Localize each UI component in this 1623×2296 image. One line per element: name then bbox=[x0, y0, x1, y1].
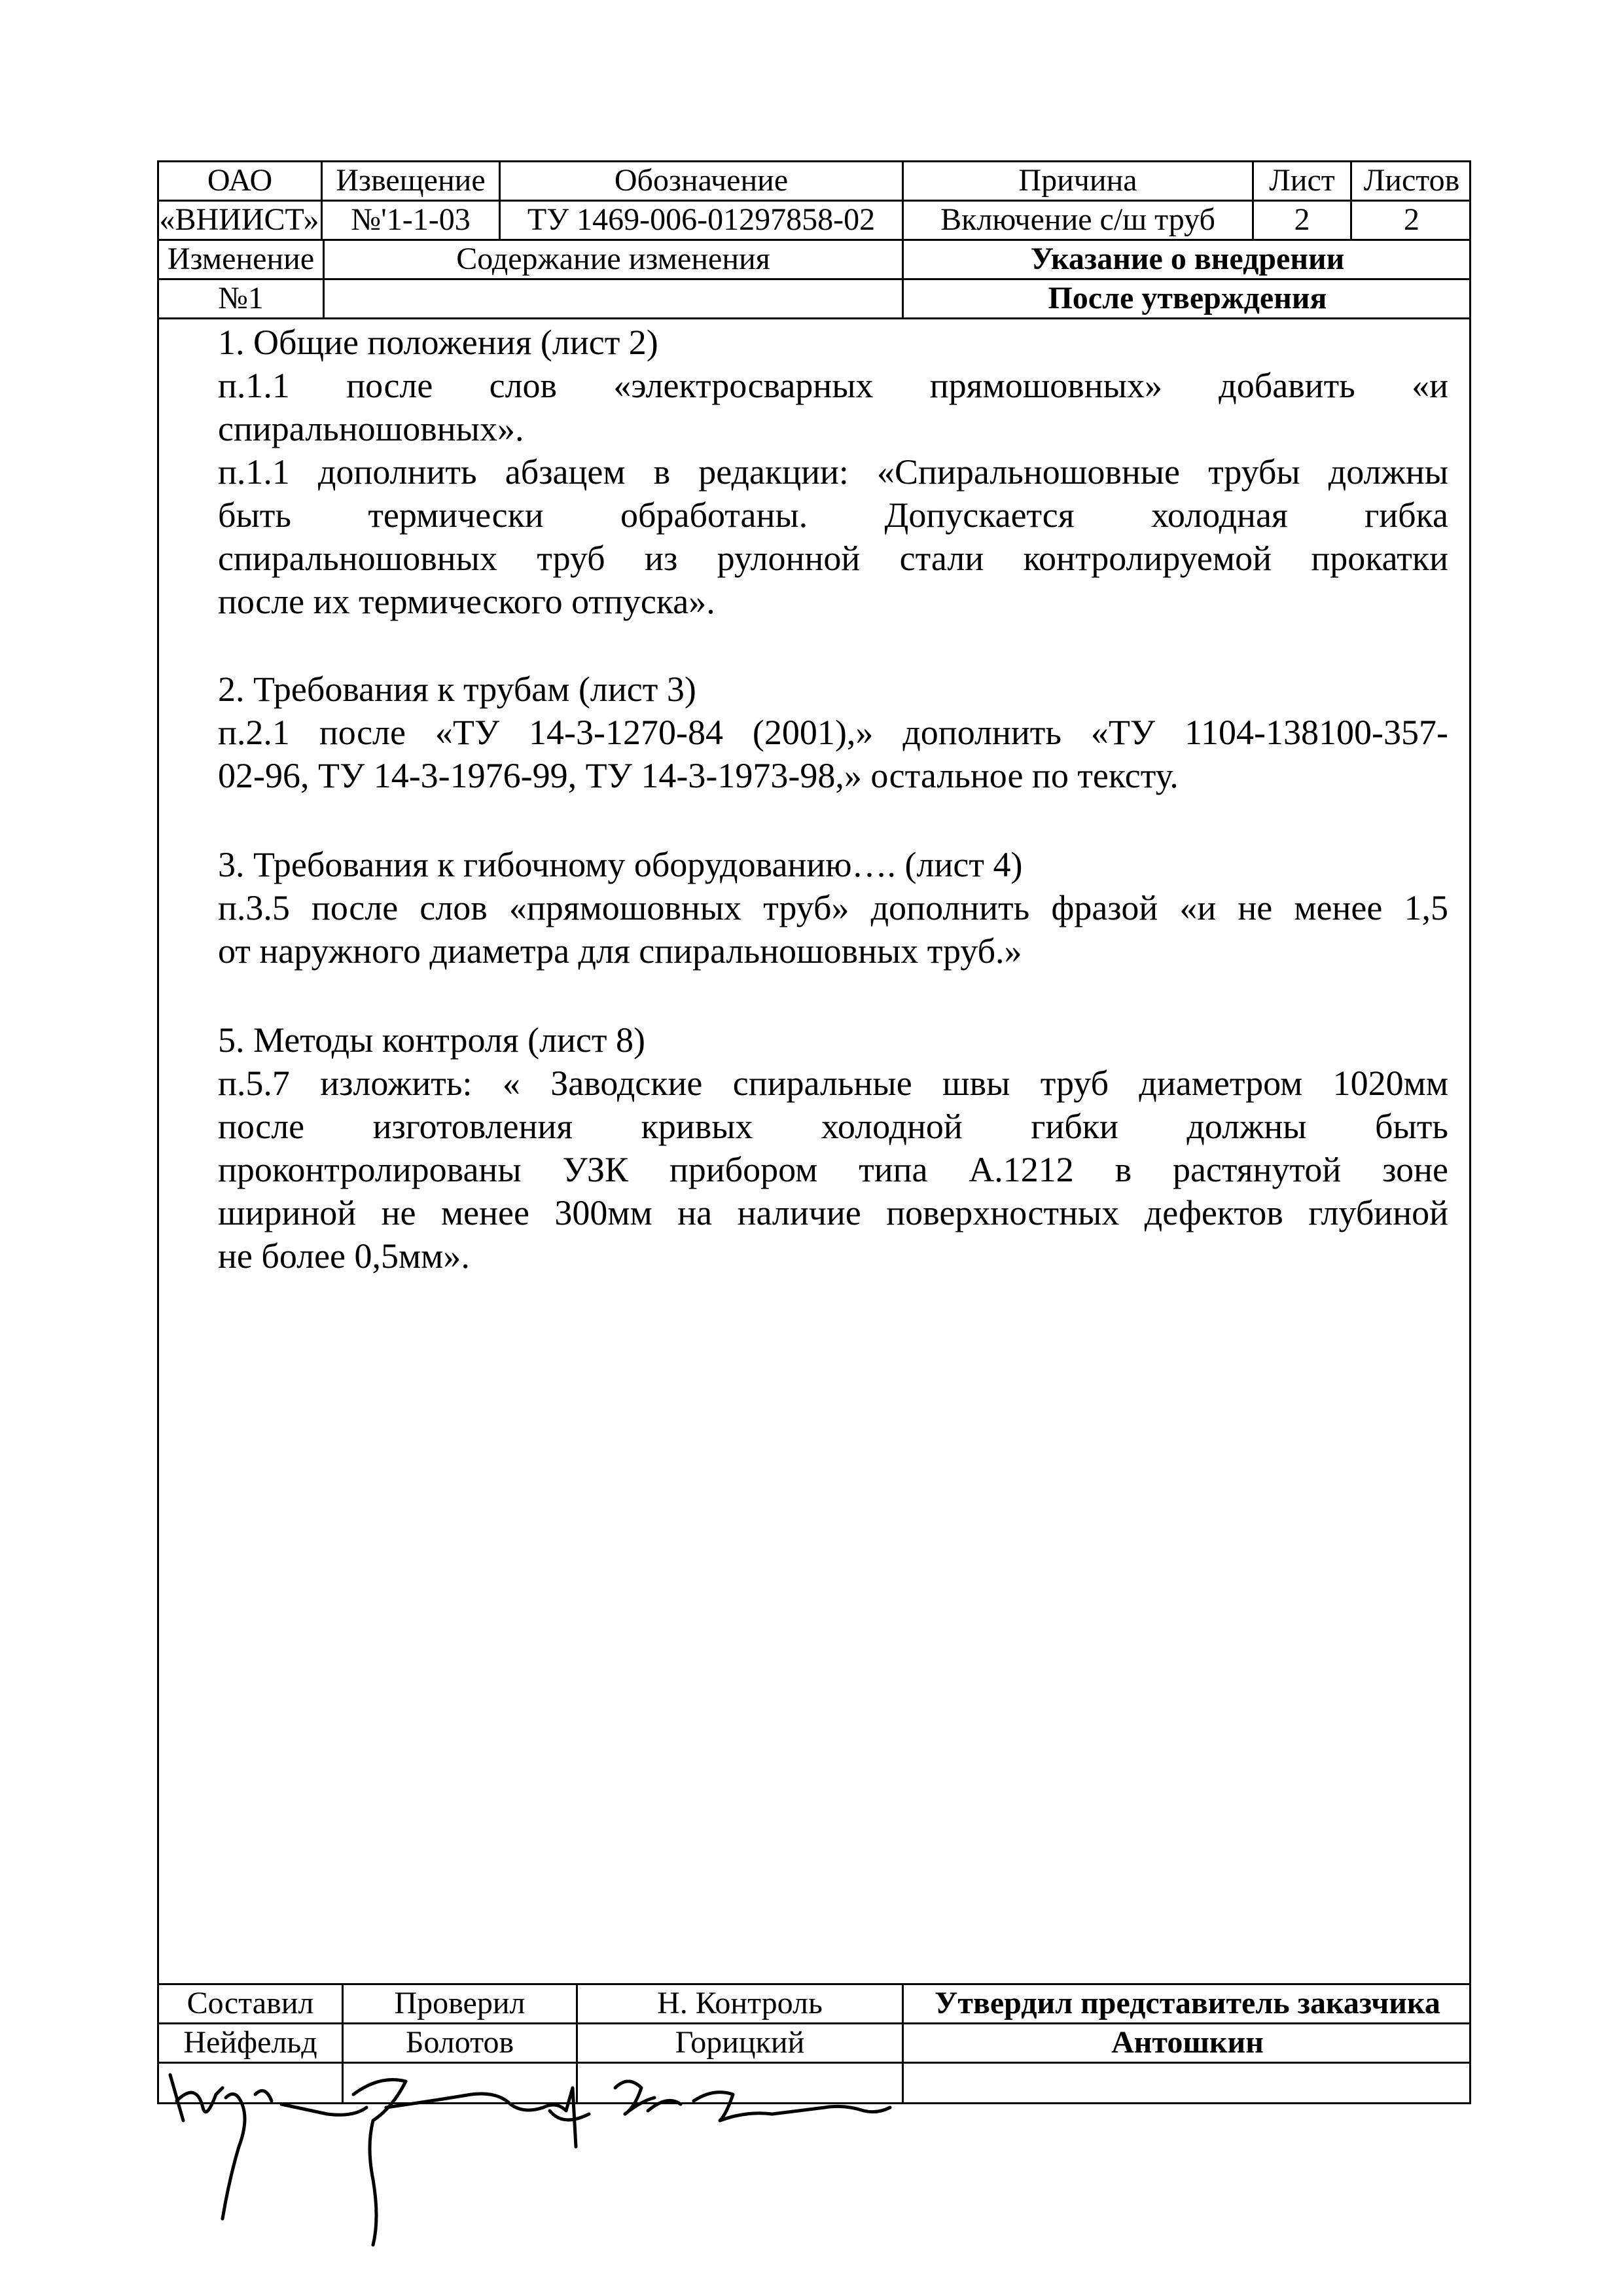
checked-label: Проверил bbox=[394, 1986, 526, 2020]
reason-label: Причина bbox=[1018, 163, 1137, 198]
implementation-value: После утверждения bbox=[1048, 281, 1327, 315]
sheet-number: 2 bbox=[1294, 202, 1310, 237]
section-1-line-1: п.1.1 после слов «электросварных прямошовных» добавить «и bbox=[218, 366, 1448, 405]
designation-label: Обозначение bbox=[614, 163, 789, 198]
section-3-line-2: от наружного диаметра для спиральношовных труб.» bbox=[218, 931, 1022, 971]
approved-name: Антошкин bbox=[1111, 2025, 1264, 2060]
section-1-line-3: п.1.1 дополнить абзацем в редакции: «Спиральношовные трубы должны bbox=[218, 452, 1448, 492]
change-label: Изменение bbox=[167, 242, 315, 276]
reason-value: Включение с/ш труб bbox=[940, 202, 1215, 237]
section-3-title: 3. Требования к гибочному оборудованию…. (лист 4) bbox=[218, 845, 1023, 884]
signatures-row bbox=[157, 2049, 903, 2265]
compiled-label: Составил bbox=[187, 1986, 314, 2020]
org-name-line2: «ВНИИСТ» bbox=[159, 202, 319, 237]
signature-goritsky bbox=[615, 2081, 890, 2121]
section-1-line-5: спиральношовных труб из рулонной стали контролируемой прокатки bbox=[218, 539, 1448, 578]
org-name-line1: ОАО bbox=[207, 163, 273, 198]
notice-label: Извещение bbox=[336, 163, 486, 198]
compiled-name: Нейфельд bbox=[183, 2025, 317, 2060]
implementation-label: Указание о внедрении bbox=[1030, 242, 1345, 276]
section-1-body bbox=[218, 364, 1448, 623]
content-label: Содержание изменения bbox=[456, 242, 770, 276]
section-1-title: 1. Общие положения (лист 2) bbox=[218, 323, 658, 362]
sheet-label: Лист bbox=[1269, 163, 1335, 198]
section-2 bbox=[218, 668, 1448, 797]
norm-control-name: Горицкий bbox=[675, 2025, 805, 2060]
designation-value: ТУ 1469-006-01297858-02 bbox=[527, 202, 876, 237]
header-rule-4 bbox=[157, 317, 1471, 319]
sheets-count: 2 bbox=[1404, 202, 1419, 237]
approved-label: Утвердил представитель заказчика bbox=[935, 1986, 1440, 2020]
checked-name: Болотов bbox=[405, 2025, 514, 2060]
section-5-line-5: не более 0,5мм». bbox=[218, 1236, 470, 1276]
section-5-line-2: после изготовления кривых холодной гибки должны быть bbox=[218, 1107, 1448, 1146]
signature-bolotov bbox=[353, 2080, 589, 2246]
section-5-line-4: шириной не менее 300мм на наличие поверхностных дефектов глубиной bbox=[218, 1193, 1448, 1232]
section-3-line-1: п.3.5 после слов «прямошовных труб» дополнить фразой «и не менее 1,5 bbox=[218, 888, 1448, 927]
section-5-line-3: проконтролированы УЗК прибором типа А.1212 в растянутой зоне bbox=[218, 1150, 1448, 1189]
section-5-title: 5. Методы контроля (лист 8) bbox=[218, 1020, 645, 1060]
sheets-label: Листов bbox=[1363, 163, 1460, 198]
section-5 bbox=[218, 1018, 1448, 1278]
section-2-line-2: 02-96, ТУ 14-3-1976-99, ТУ 14-3-1973-98,» остальное по тексту. bbox=[218, 756, 1179, 795]
signature-neifeld bbox=[170, 2075, 366, 2219]
notice-number: №'1-1-03 bbox=[351, 202, 471, 237]
section-1 bbox=[218, 321, 1448, 364]
section-1-line-2: спиральношовных». bbox=[218, 409, 524, 448]
norm-control-label: Н. Контроль bbox=[657, 1986, 823, 2020]
section-5-line-1: п.5.7 изложить: « Заводские спиральные швы труб диаметром 1020мм bbox=[218, 1064, 1448, 1103]
section-2-line-1: п.2.1 после «ТУ 14-3-1270-84 (2001),» дополнить «ТУ 1104-138100-357- bbox=[218, 713, 1448, 752]
section-1-line-6: после их термического отпуска». bbox=[218, 582, 715, 621]
section-1-line-4: быть термически обработаны. Допускается холодная гибка bbox=[218, 495, 1448, 535]
change-number: №1 bbox=[218, 281, 264, 315]
section-2-title: 2. Требования к трубам (лист 3) bbox=[218, 670, 696, 709]
section-3 bbox=[218, 843, 1448, 973]
